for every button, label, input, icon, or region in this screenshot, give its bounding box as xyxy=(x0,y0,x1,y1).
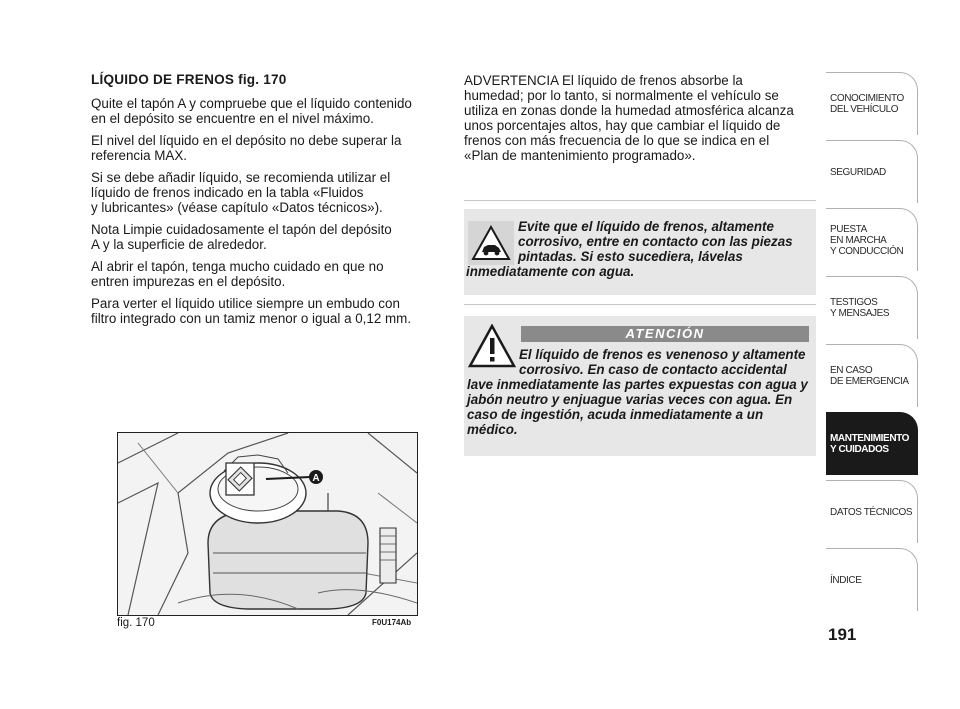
tab-testigos-y-mensajes[interactable]: TESTIGOS Y MENSAJES xyxy=(826,276,918,339)
tab-mantenimiento-y-cuidados[interactable]: MANTENIMIENTO Y CUIDADOS xyxy=(826,412,918,475)
page-number: 191 xyxy=(828,625,857,644)
tab-seguridad[interactable]: SEGURIDAD xyxy=(826,140,918,203)
warning-box xyxy=(464,316,816,456)
divider xyxy=(464,304,816,305)
warning-text: El líquido de frenos es venenoso y altamente corrosivo. En caso de contacto accidental lave inmediatamente las partes expuestas con agua y jabón neutro y enjuague varias veces con agua. En caso de ingestión, acuda inmediatamente a un médico. xyxy=(467,347,808,437)
paragraph: Si se debe añadir líquido, se recomienda utilizar el líquido de frenos indicado en la tabla «Fluidos y lubricantes» (véase capítulo «Datos técnicos»). xyxy=(91,170,391,215)
advertencia-paragraph: ADVERTENCIA El líquido de frenos absorbe la humedad; por lo tanto, si normalmente el vehículo se utiliza en zonas donde la humedad atmosférica alcanza unos porcentajes altos, hay que cambiar el líquido de frenos con más frecuencia de lo que se indica en el «Plan de mantenimiento programado». xyxy=(464,73,794,163)
paragraph: Quite el tapón A y compruebe que el líquido contenido en el depósito se encuentre en el nivel máximo. xyxy=(91,96,412,126)
caution-box xyxy=(464,209,816,295)
figure-label: fig. 170 xyxy=(117,617,155,629)
tab-en-caso-de-emergencia[interactable]: EN CASO DE EMERGENCIA xyxy=(826,344,918,407)
brake-reservoir-figure xyxy=(117,432,418,616)
paragraph: Al abrir el tapón, tenga mucho cuidado en que no entren impurezas en el depósito. xyxy=(91,259,384,289)
paragraph: Nota Limpie cuidadosamente el tapón del depósito A y la superficie de alrededor. xyxy=(91,222,392,252)
tab-datos-tecnicos[interactable]: DATOS TÉCNICOS xyxy=(826,480,918,543)
left-column xyxy=(91,72,443,333)
section-heading: LÍQUIDO DE FRENOS fig. 170 xyxy=(91,72,287,87)
tab-conocimiento-del-vehiculo[interactable]: CONOCIMIENTO DEL VEHÍCULO xyxy=(826,72,918,135)
figure-callout-a: A xyxy=(312,473,320,484)
figure-code: F0U174Ab xyxy=(372,618,412,627)
tab-puesta-en-marcha[interactable]: PUESTA EN MARCHA Y CONDUCCIÓN xyxy=(826,208,918,271)
paragraph: Para verter el líquido utilice siempre un embudo con filtro integrado con un tamiz menor o igual a 0,12 mm. xyxy=(91,296,412,326)
divider xyxy=(464,200,816,201)
right-column xyxy=(464,73,816,163)
tab-indice[interactable]: ÍNDICE xyxy=(826,548,918,611)
atencion-label: ATENCIÓN xyxy=(521,326,809,342)
paragraph: El nivel del líquido en el depósito no debe superar la referencia MAX. xyxy=(91,133,402,163)
caution-text: Evite que el líquido de frenos, altamente corrosivo, entre en contacto con las piezas pintadas. Si esto sucediera, lávelas inmediatamente con agua. xyxy=(466,219,793,279)
